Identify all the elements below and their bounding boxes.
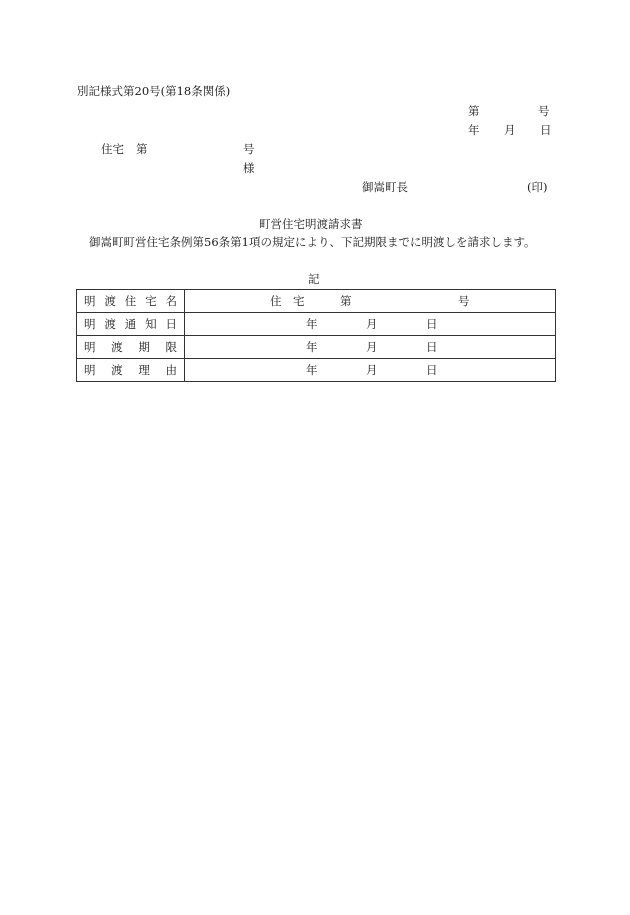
form-number: 別記様式第20号(第18条関係)	[77, 84, 231, 98]
document-title: 町営住宅明渡請求書	[259, 217, 363, 231]
table-row	[77, 336, 556, 359]
header-year: 年	[468, 123, 480, 137]
addressee-jutaku: 住宅	[101, 142, 124, 156]
row-label: 明 渡 通 知 日	[77, 313, 185, 336]
document-body: 御嵩町町営住宅条例第56条第1項の規定により、下記期限までに明渡しを請求します。	[89, 235, 536, 249]
record-table	[76, 289, 556, 382]
table-row	[77, 313, 556, 336]
row-label: 明 渡 住 宅 名	[77, 290, 185, 313]
header-day: 日	[540, 123, 552, 137]
issuer-seal: (印)	[527, 180, 548, 194]
row-label: 明 渡 理 由	[77, 359, 185, 382]
header-dai: 第	[468, 104, 480, 118]
header-go: 号	[538, 104, 550, 118]
row-value: 年 月 日	[185, 336, 556, 359]
row-label: 明 渡 期 限	[77, 336, 185, 359]
table-row	[77, 290, 556, 313]
header-month: 月	[504, 123, 516, 137]
ki-heading: 記	[308, 272, 320, 286]
issuer-mayor: 御嵩町長	[362, 180, 408, 194]
addressee-go: 号	[243, 142, 255, 156]
addressee-dai: 第	[136, 142, 148, 156]
addressee-sama: 様	[243, 161, 255, 175]
table-row	[77, 359, 556, 382]
row-value: 住 宅 第 号	[185, 290, 556, 313]
row-value: 年 月 日	[185, 313, 556, 336]
row-value: 年 月 日	[185, 359, 556, 382]
